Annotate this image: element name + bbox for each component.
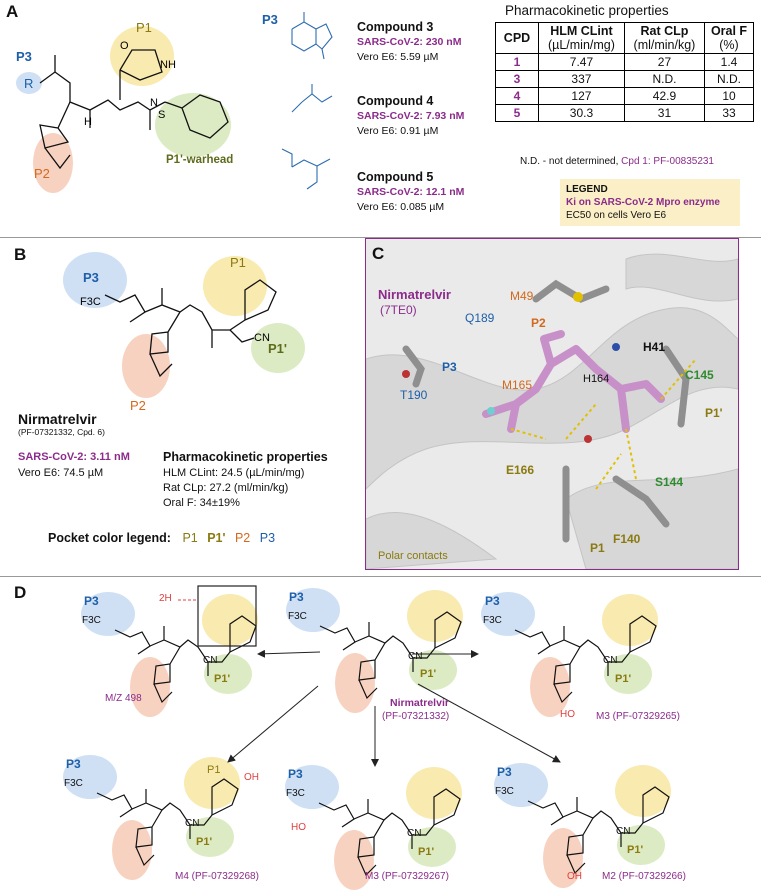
residue-h164: H164 bbox=[583, 373, 610, 385]
fragment-drawings bbox=[262, 4, 352, 194]
b-hlm: HLM CLint: 24.5 (µL/min/mg) bbox=[163, 467, 305, 479]
residue-p3: P3 bbox=[442, 360, 457, 374]
legend-line-2: EC50 on cells Vero E6 bbox=[566, 210, 667, 221]
compound-4-sars: SARS-CoV-2: 7.93 nM bbox=[357, 110, 465, 122]
c-name: Nirmatrelvir bbox=[378, 287, 451, 302]
d5-p1p: P1' bbox=[627, 844, 644, 856]
panel-d-letter: D bbox=[14, 583, 27, 602]
d0-p1p: P1' bbox=[420, 668, 437, 680]
d5-f3c: F3C bbox=[495, 786, 514, 797]
residue-c145: C145 bbox=[685, 368, 714, 382]
nirmatrelvir-name: Nirmatrelvir bbox=[18, 411, 97, 427]
residue-t190: T190 bbox=[400, 388, 428, 402]
b-f3c-label: F3C bbox=[80, 296, 101, 308]
d4-p1p: P1' bbox=[418, 846, 435, 858]
d5-p3: P3 bbox=[497, 765, 512, 779]
metabolite-m3-267: M3 (PF-07329267) bbox=[365, 871, 449, 882]
residue-p1p: P1' bbox=[705, 406, 723, 420]
d3-oh: OH bbox=[244, 772, 259, 783]
compound-4-vero: Vero E6: 0.91 µM bbox=[357, 125, 439, 137]
d4-f3c: F3C bbox=[286, 788, 305, 799]
metabolite-mz498: M/Z 498 bbox=[105, 693, 142, 704]
d4-cn: CN bbox=[407, 828, 422, 839]
b-vero: Vero E6: 74.5 µM bbox=[18, 467, 104, 479]
d5-oh: OH bbox=[567, 871, 582, 882]
residue-p2: P2 bbox=[531, 316, 546, 330]
panel-b-letter: B bbox=[14, 245, 27, 264]
b-sars: SARS-CoV-2: 3.11 nM bbox=[18, 451, 130, 463]
compound-4-name: Compound 4 bbox=[357, 94, 434, 108]
d3-p1p: P1' bbox=[196, 836, 213, 848]
panel-a-letter: A bbox=[6, 2, 19, 21]
d2-p1p: P1' bbox=[615, 673, 632, 685]
compound-5-name: Compound 5 bbox=[357, 170, 434, 184]
center-nirmatrelvir: Nirmatrelvir bbox=[390, 697, 449, 709]
d4-ho: HO bbox=[291, 822, 306, 833]
panel-d-scheme bbox=[0, 580, 761, 896]
nh-label: NH bbox=[160, 59, 176, 71]
pk-header-oral: Oral F (%) bbox=[705, 23, 754, 54]
table-row: 4 127 42.9 10 bbox=[496, 88, 754, 105]
b-pk-title: Pharmacokinetic properties bbox=[163, 450, 328, 464]
d1-cn: CN bbox=[203, 655, 218, 666]
d3-p3: P3 bbox=[66, 757, 81, 771]
p3-label: P3 bbox=[16, 49, 32, 64]
panel-b-scaffold bbox=[50, 250, 350, 410]
residue-m165: M165 bbox=[502, 378, 533, 392]
legend-box bbox=[560, 179, 740, 226]
table-row: 3 337 N.D. N.D. bbox=[496, 71, 754, 88]
d0-f3c: F3C bbox=[288, 611, 307, 622]
residue-q189: Q189 bbox=[465, 311, 495, 325]
residue-p1: P1 bbox=[590, 541, 605, 555]
d3-f3c: F3C bbox=[64, 778, 83, 789]
compound-5-vero: Vero E6: 0.085 µM bbox=[357, 201, 445, 213]
residue-f140: F140 bbox=[613, 532, 641, 546]
r-label: R bbox=[24, 76, 34, 91]
residue-m49: M49 bbox=[510, 289, 534, 303]
metabolite-m3-265: M3 (PF-07329265) bbox=[596, 711, 680, 722]
d1-p3: P3 bbox=[84, 594, 99, 608]
d2-ho: HO bbox=[560, 709, 575, 720]
pk-table bbox=[495, 22, 754, 122]
h-label: H bbox=[84, 116, 92, 128]
d0-cn: CN bbox=[408, 651, 423, 662]
p2-label: P2 bbox=[34, 166, 50, 181]
b-cn-label: CN bbox=[254, 332, 270, 344]
residue-s144: S144 bbox=[655, 475, 684, 489]
d1-f3c: F3C bbox=[82, 615, 101, 626]
table-row: 1 7.47 27 1.4 bbox=[496, 54, 754, 71]
p1-label: P1 bbox=[136, 20, 152, 35]
compound-3-sars: SARS-CoV-2: 230 nM bbox=[357, 36, 462, 48]
b-p2-label: P2 bbox=[130, 398, 146, 410]
fragment-p3-label: P3 bbox=[262, 12, 278, 27]
d5-cn: CN bbox=[616, 826, 631, 837]
metabolite-m2: M2 (PF-07329266) bbox=[602, 871, 686, 882]
d3-p1: P1 bbox=[207, 764, 221, 776]
pk-table-title: Pharmacokinetic properties bbox=[505, 3, 669, 18]
d4-p3: P3 bbox=[288, 767, 303, 781]
panel-c-letter: C bbox=[372, 244, 385, 263]
pocket-legend: Pocket color legend: P1 P1' P2 P3 bbox=[48, 531, 276, 545]
pk-header-cpd: CPD bbox=[496, 23, 539, 54]
panel-a-scaffold bbox=[0, 10, 260, 210]
o-label: O bbox=[120, 40, 129, 52]
n-label: N bbox=[150, 97, 158, 109]
compound-3-vero: Vero E6: 5.59 µM bbox=[357, 51, 439, 63]
legend-title: LEGEND bbox=[566, 184, 608, 195]
b-p3-label: P3 bbox=[83, 270, 99, 285]
b-rat: Rat CLp: 27.2 (ml/min/kg) bbox=[163, 482, 289, 494]
polar-contacts-label: Polar contacts bbox=[378, 550, 448, 562]
d2-f3c: F3C bbox=[483, 615, 502, 626]
d3-cn: CN bbox=[185, 818, 200, 829]
residue-e166: E166 bbox=[506, 463, 535, 477]
d2-cn: CN bbox=[603, 655, 618, 666]
b-oral: Oral F: 34±19% bbox=[163, 497, 240, 509]
center-id: (PF-07321332) bbox=[382, 711, 450, 722]
table-row: 5 30.3 31 33 bbox=[496, 105, 754, 122]
d1-p1p: P1' bbox=[214, 673, 231, 685]
compound-3-name: Compound 3 bbox=[357, 20, 434, 34]
divider-b bbox=[0, 576, 761, 577]
s-label: S bbox=[158, 109, 166, 121]
d0-p3: P3 bbox=[289, 590, 304, 604]
compound-5-sars: SARS-CoV-2: 12.1 nM bbox=[357, 186, 465, 198]
pk-footnote: N.D. - not determined, Cpd 1: PF-00835231 bbox=[520, 156, 714, 167]
legend-line-1: Ki on SARS-CoV-2 Mpro enzyme bbox=[566, 197, 720, 208]
metabolite-m4: M4 (PF-07329268) bbox=[175, 871, 259, 882]
residue-h41: H41 bbox=[643, 340, 666, 354]
b-p1p-label: P1' bbox=[268, 341, 287, 356]
deuterium-label: 2H bbox=[159, 593, 172, 604]
pk-header-hlm: HLM CLint (µL/min/mg) bbox=[539, 23, 625, 54]
c-pdb: (7TE0) bbox=[380, 303, 417, 317]
pk-header-rat: Rat CLp (ml/min/kg) bbox=[624, 23, 704, 54]
d2-p3: P3 bbox=[485, 594, 500, 608]
nirmatrelvir-sub: (PF-07321332, Cpd. 6) bbox=[18, 427, 105, 437]
warhead-label: P1'-warhead bbox=[166, 154, 234, 166]
b-p1-label: P1 bbox=[230, 255, 246, 270]
